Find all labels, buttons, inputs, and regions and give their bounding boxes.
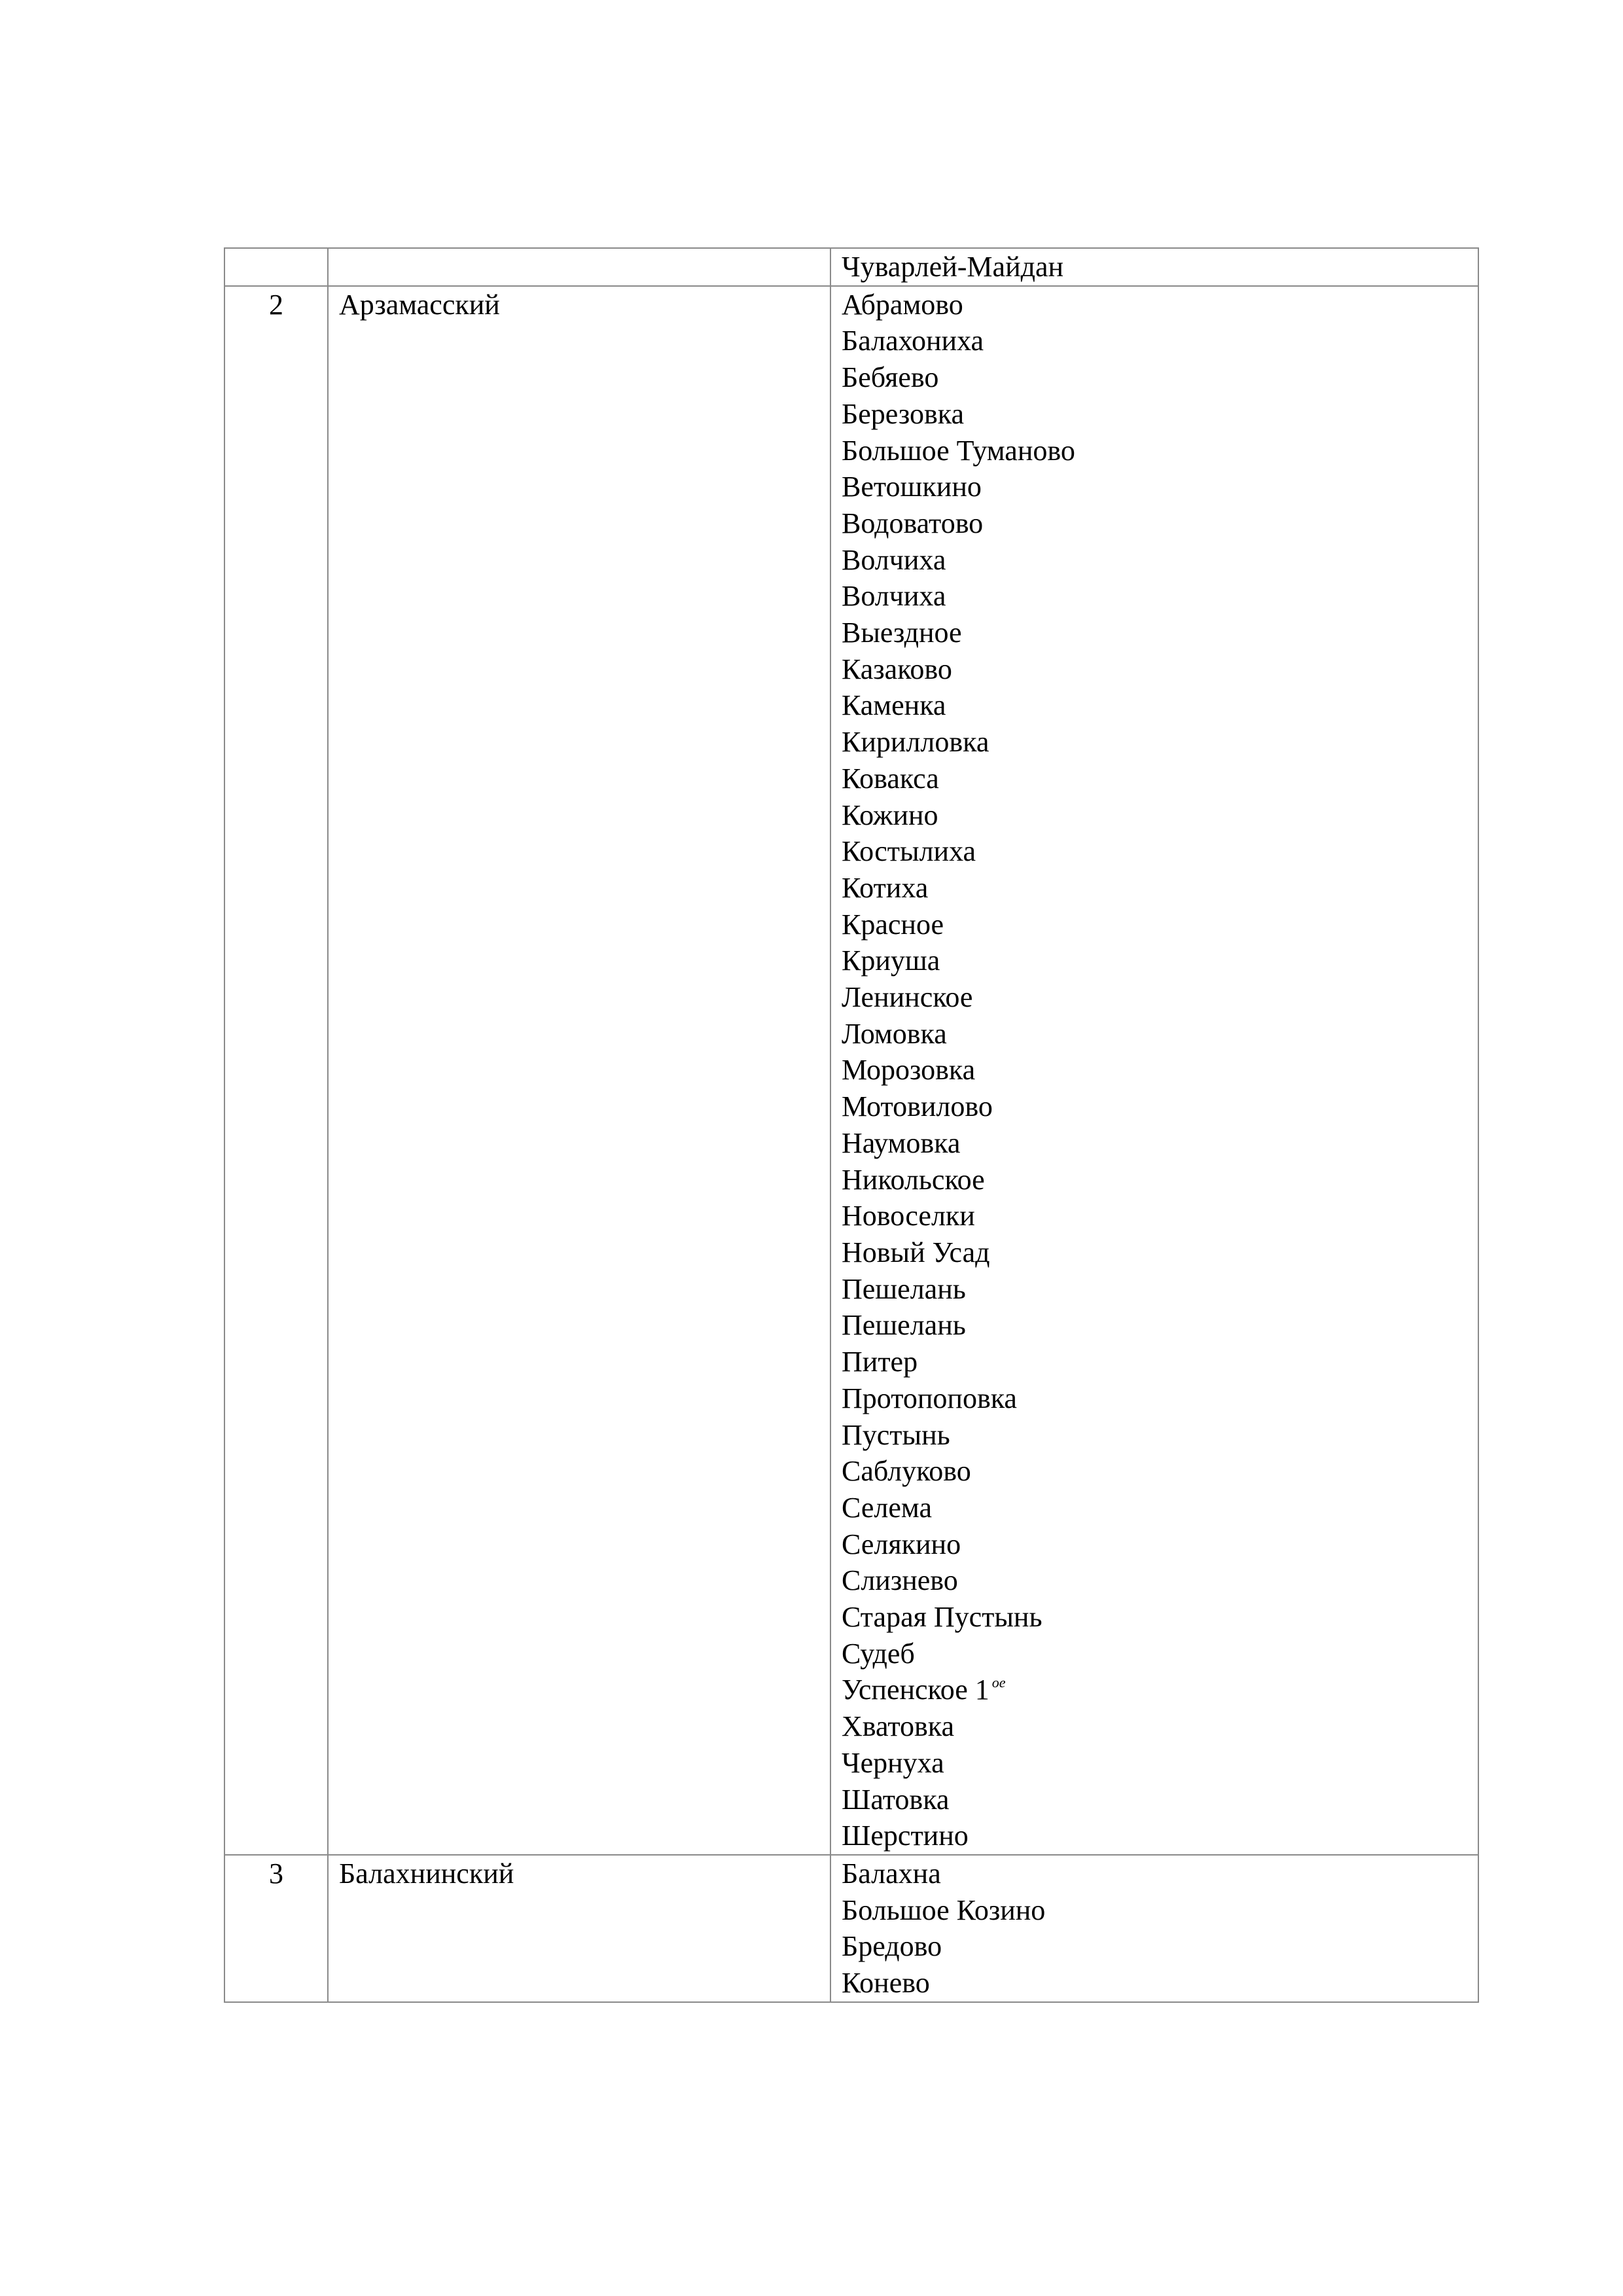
place-name-text: Каменка [842, 689, 946, 722]
place-name [842, 1271, 1478, 1308]
place-name [842, 1892, 1478, 1929]
place-name-text: Старая Пустынь [842, 1601, 1043, 1634]
place-name-text: Наумовка [842, 1126, 961, 1159]
place-name-text: Большое Козино [842, 1893, 1046, 1926]
place-name [842, 870, 1478, 906]
places-cell [830, 248, 1478, 286]
place-name [842, 1672, 1478, 1708]
place-name [842, 1562, 1478, 1599]
place-name-text: Абрамово [842, 288, 963, 321]
place-name-text: Морозовка [842, 1054, 976, 1086]
table-row [224, 286, 1478, 1855]
row-number-cell: 2 [224, 286, 328, 1855]
place-name [842, 615, 1478, 651]
place-name-text: Кожино [842, 798, 938, 831]
place-name-text: Судеб [842, 1637, 915, 1670]
place-name [842, 1088, 1478, 1125]
place-name-text: Успенское 1 [842, 1674, 990, 1706]
place-name [842, 1453, 1478, 1490]
place-name [842, 979, 1478, 1016]
district-cell [328, 248, 830, 286]
settlements-table [224, 247, 1479, 2003]
place-name [842, 1782, 1478, 1818]
place-name-text: Криуша [842, 944, 940, 977]
place-name [842, 687, 1478, 724]
place-name-text: Селема [842, 1491, 932, 1524]
place-name-text: Красное [842, 908, 944, 941]
place-name-text: Выездное [842, 617, 962, 649]
place-name [842, 1344, 1478, 1380]
place-name [842, 1380, 1478, 1417]
place-name-text: Ковакса [842, 762, 939, 795]
place-name [842, 1745, 1478, 1782]
place-name [842, 249, 1478, 285]
table-row [224, 248, 1478, 286]
place-name-text: Шатовка [842, 1783, 950, 1816]
place-name-text: Кирилловка [842, 726, 990, 759]
place-name [842, 1636, 1478, 1672]
place-name [842, 1490, 1478, 1526]
place-name [842, 396, 1478, 433]
place-name-text: Водоватово [842, 507, 984, 539]
row-number-cell: 3 [224, 1855, 328, 2002]
place-name-text: Новый Усад [842, 1236, 990, 1268]
place-name-text: Березовка [842, 397, 964, 430]
places-cell [830, 1855, 1478, 2002]
place-name-text: Чернуха [842, 1746, 944, 1779]
district-cell: Балахнинский [328, 1855, 830, 2002]
place-name-text: Новоселки [842, 1200, 975, 1232]
place-name-text: Слизнево [842, 1564, 958, 1597]
place-name [842, 1856, 1478, 1892]
table-row [224, 1855, 1478, 2002]
place-name [842, 1198, 1478, 1234]
place-name [842, 724, 1478, 761]
place-name-text: Большое Туманово [842, 434, 1075, 467]
place-name [842, 1965, 1478, 2001]
place-name [842, 1599, 1478, 1636]
place-name-text: Шерстино [842, 1820, 969, 1852]
district-cell: Арзамасский [328, 286, 830, 1855]
place-name-text: Ломовка [842, 1017, 947, 1050]
place-name [842, 1052, 1478, 1088]
place-name [842, 1307, 1478, 1344]
place-name [842, 1016, 1478, 1052]
place-name-text: Костылиха [842, 835, 976, 868]
place-name-text: Пешелань [842, 1272, 966, 1305]
place-name [842, 651, 1478, 688]
place-name-text: Ленинское [842, 981, 973, 1014]
place-name-text: Протопоповка [842, 1382, 1017, 1414]
place-name [842, 1162, 1478, 1198]
place-name [842, 761, 1478, 797]
place-name [842, 287, 1478, 323]
place-name [842, 833, 1478, 870]
place-name [842, 323, 1478, 359]
place-name-text: Конево [842, 1967, 930, 2000]
place-name [842, 433, 1478, 469]
place-name-text: Чуварлей-Майдан [842, 251, 1064, 283]
place-name-text: Саблуково [842, 1455, 971, 1488]
place-name [842, 542, 1478, 579]
place-name-text: Казаково [842, 653, 952, 685]
row-number-cell [224, 248, 328, 286]
ordinal-suffix: ое [991, 1674, 1006, 1691]
place-name-text: Ветошкино [842, 471, 982, 503]
place-name-text: Питер [842, 1346, 918, 1378]
place-name [842, 469, 1478, 505]
places-cell [830, 286, 1478, 1855]
place-name-text: Волчиха [842, 580, 946, 613]
place-name [842, 505, 1478, 542]
place-name [842, 1818, 1478, 1854]
place-name-text: Волчиха [842, 543, 946, 576]
place-name [842, 1708, 1478, 1745]
place-name-text: Пустынь [842, 1418, 950, 1451]
place-name [842, 578, 1478, 615]
place-name-text: Никольское [842, 1163, 985, 1196]
place-name [842, 1417, 1478, 1454]
place-name-text: Селякино [842, 1528, 961, 1560]
place-name-text: Бредово [842, 1930, 942, 1963]
table-body [224, 248, 1478, 2002]
place-name-text: Пешелань [842, 1309, 966, 1342]
place-name [842, 1928, 1478, 1965]
place-name [842, 797, 1478, 834]
place-name-text: Мотовилово [842, 1090, 993, 1123]
place-name [842, 942, 1478, 979]
place-name [842, 1234, 1478, 1271]
place-name-text: Бебяево [842, 361, 939, 394]
place-name [842, 359, 1478, 396]
place-name-text: Хватовка [842, 1710, 955, 1743]
place-name-text: Балахна [842, 1857, 941, 1890]
place-name [842, 1125, 1478, 1162]
place-name [842, 1526, 1478, 1563]
place-name [842, 906, 1478, 943]
place-name-text: Балахониха [842, 325, 984, 357]
place-name-text: Котиха [842, 871, 929, 904]
